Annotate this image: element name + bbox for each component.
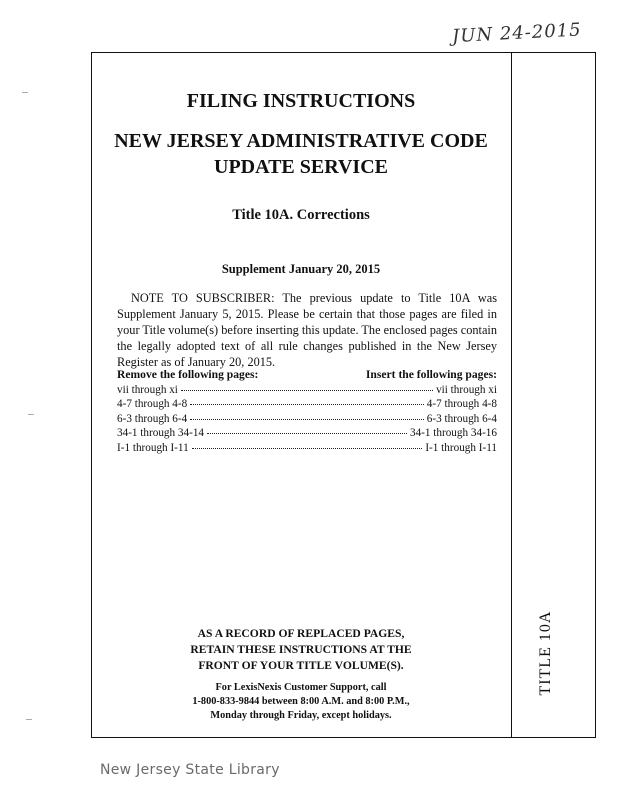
- pages-table-header: [117, 368, 497, 383]
- section-title: Title 10A. Corrections: [232, 207, 370, 223]
- handwritten-date-stamp: JUN 24-2015: [451, 19, 583, 48]
- spine-divider: [511, 52, 512, 738]
- table-row: [117, 397, 497, 412]
- spine-label: TITLE 10A: [537, 610, 554, 696]
- subscriber-note: NOTE TO SUBSCRIBER: The previous update to Title 10A was Supplement January 5, 2015. Please be certain that those pages are filed in your Title volume(s) before inserting this update. The enclosed pages contain the legally adopted text of all rule changes published in the New Jersey Register as of January 20, 2015.: [117, 291, 497, 369]
- remove-pages: vii through xi: [117, 383, 178, 396]
- margin-mark: [26, 719, 32, 720]
- dot-leader: [207, 433, 407, 434]
- insert-pages: 34-1 through 34-16: [409, 427, 497, 439]
- insert-pages: vii through xi: [436, 383, 497, 396]
- remove-pages: 4-7 through 4-8: [117, 398, 188, 410]
- table-row: [117, 412, 497, 427]
- record-instructions: [91, 626, 511, 674]
- insert-header: Insert the following pages:: [365, 368, 497, 381]
- table-row: [117, 383, 497, 398]
- support-line-1: For LexisNexis Customer Support, call: [215, 682, 387, 693]
- pages-table: [117, 368, 497, 455]
- remove-pages: 6-3 through 6-4: [117, 412, 188, 425]
- table-row: [117, 426, 497, 441]
- insert-pages: 6-3 through 6-4: [426, 412, 497, 425]
- remove-header: Remove the following pages:: [117, 368, 259, 381]
- dot-leader: [190, 404, 424, 405]
- margin-mark: [22, 92, 28, 93]
- record-line-1: AS A RECORD OF REPLACED PAGES,: [197, 627, 405, 640]
- dot-leader: [192, 448, 423, 449]
- subtitle-line-1: NEW JERSEY ADMINISTRATIVE CODE: [114, 130, 488, 152]
- remove-pages: 34-1 through 34-14: [117, 427, 205, 439]
- dot-leader: [181, 390, 433, 391]
- subtitle-line-2: UPDATE SERVICE: [214, 156, 388, 178]
- table-row: [117, 441, 497, 456]
- customer-support: [91, 681, 511, 723]
- page-title: FILING INSTRUCTIONS: [186, 90, 416, 112]
- support-line-2: 1-800-833-9844 between 8:00 A.M. and 8:00 P.M.,: [192, 696, 410, 707]
- support-line-3: Monday through Friday, except holidays.: [210, 710, 392, 721]
- insert-pages: 4-7 through 4-8: [426, 398, 497, 410]
- record-line-3: FRONT OF YOUR TITLE VOLUME(S).: [198, 659, 404, 672]
- margin-mark: [28, 414, 34, 415]
- supplement-date: Supplement January 20, 2015: [221, 262, 381, 276]
- page-subtitle: [91, 128, 511, 180]
- insert-pages: I-1 through I-11: [425, 441, 497, 454]
- dot-leader: [190, 419, 424, 420]
- record-line-2: RETAIN THESE INSTRUCTIONS AT THE: [190, 643, 412, 656]
- remove-pages: I-1 through I-11: [117, 441, 189, 454]
- library-watermark: New Jersey State Library: [100, 762, 280, 778]
